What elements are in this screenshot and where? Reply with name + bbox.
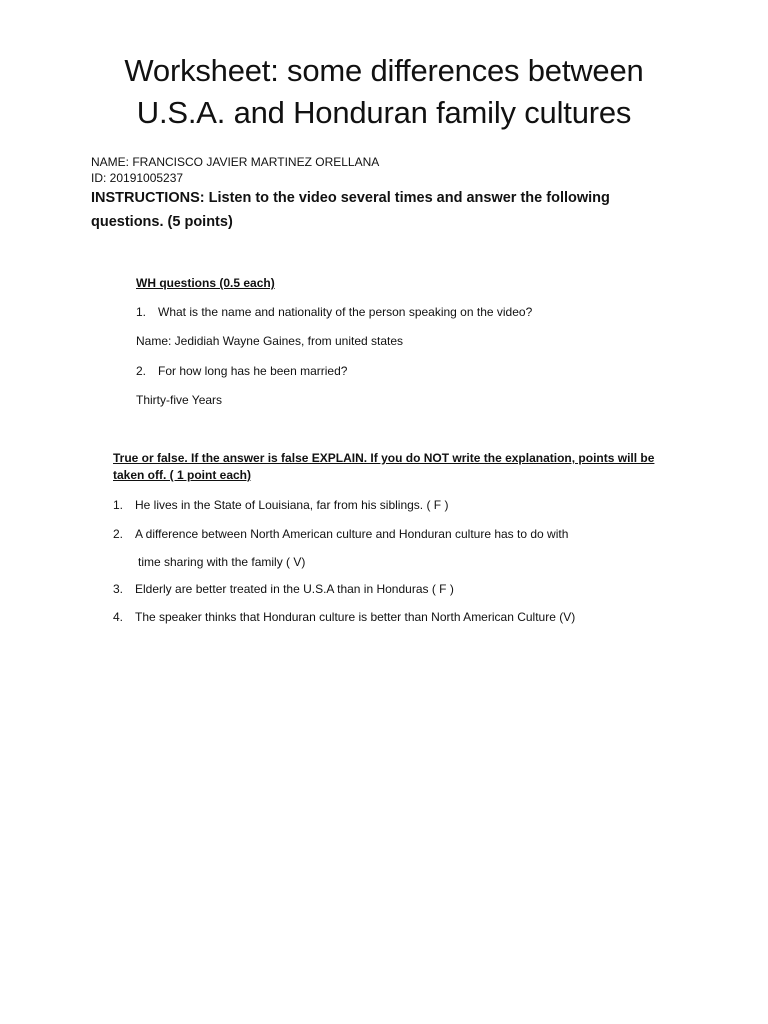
tf-item-2 — [113, 526, 568, 542]
tf-item-4 — [113, 609, 575, 625]
tf-item-3-number: 3. — [113, 582, 124, 596]
student-id: ID: 20191005237 — [91, 171, 184, 185]
instructions — [91, 186, 651, 234]
tf-item-4-text: The speaker thinks that Honduran culture is better than North American Culture (V) — [135, 610, 576, 624]
wh-answer-1: Name: Jedidiah Wayne Gaines, from united states — [136, 334, 404, 348]
title-line-1: Worksheet: some differences between — [124, 53, 644, 88]
tf-item-2-text: A difference between North American culture and Honduran culture has to do with — [135, 527, 569, 541]
wh-question-1-number: 1. — [136, 305, 147, 319]
tf-item-3-text: Elderly are better treated in the U.S.A than in Honduras ( F ) — [135, 582, 454, 596]
wh-question-2-text: For how long has he been married? — [158, 364, 348, 378]
wh-question-2 — [136, 363, 347, 379]
wh-question-1 — [136, 304, 532, 320]
tf-item-1 — [113, 497, 448, 513]
tf-item-2-number: 2. — [113, 527, 124, 541]
title-line-2: U.S.A. and Honduran family cultures — [136, 95, 632, 130]
tf-heading: True or false. If the answer is false EXPLAIN. If you do NOT write the explanation, points will be taken off. ( 1 point each) — [113, 451, 655, 482]
wh-question-1-text: What is the name and nationality of the person speaking on the video? — [158, 305, 533, 319]
tf-item-4-number: 4. — [113, 610, 124, 624]
tf-item-2-continued: time sharing with the family ( V) — [138, 555, 306, 569]
student-name: NAME: FRANCISCO JAVIER MARTINEZ ORELLANA — [91, 155, 380, 169]
wh-question-2-number: 2. — [136, 364, 147, 378]
tf-item-3 — [113, 581, 454, 597]
instructions-lead: INSTRUCTIONS: — [91, 190, 205, 206]
instructions-text: Listen to the video several times and answer the following questions. (5 points) — [91, 190, 610, 230]
page-title — [60, 50, 708, 134]
wh-answer-2: Thirty-five Years — [136, 393, 223, 407]
tf-item-1-number: 1. — [113, 498, 124, 512]
tf-item-1-text: He lives in the State of Louisiana, far from his siblings. ( F ) — [135, 498, 449, 512]
wh-heading: WH questions (0.5 each) — [136, 276, 275, 290]
